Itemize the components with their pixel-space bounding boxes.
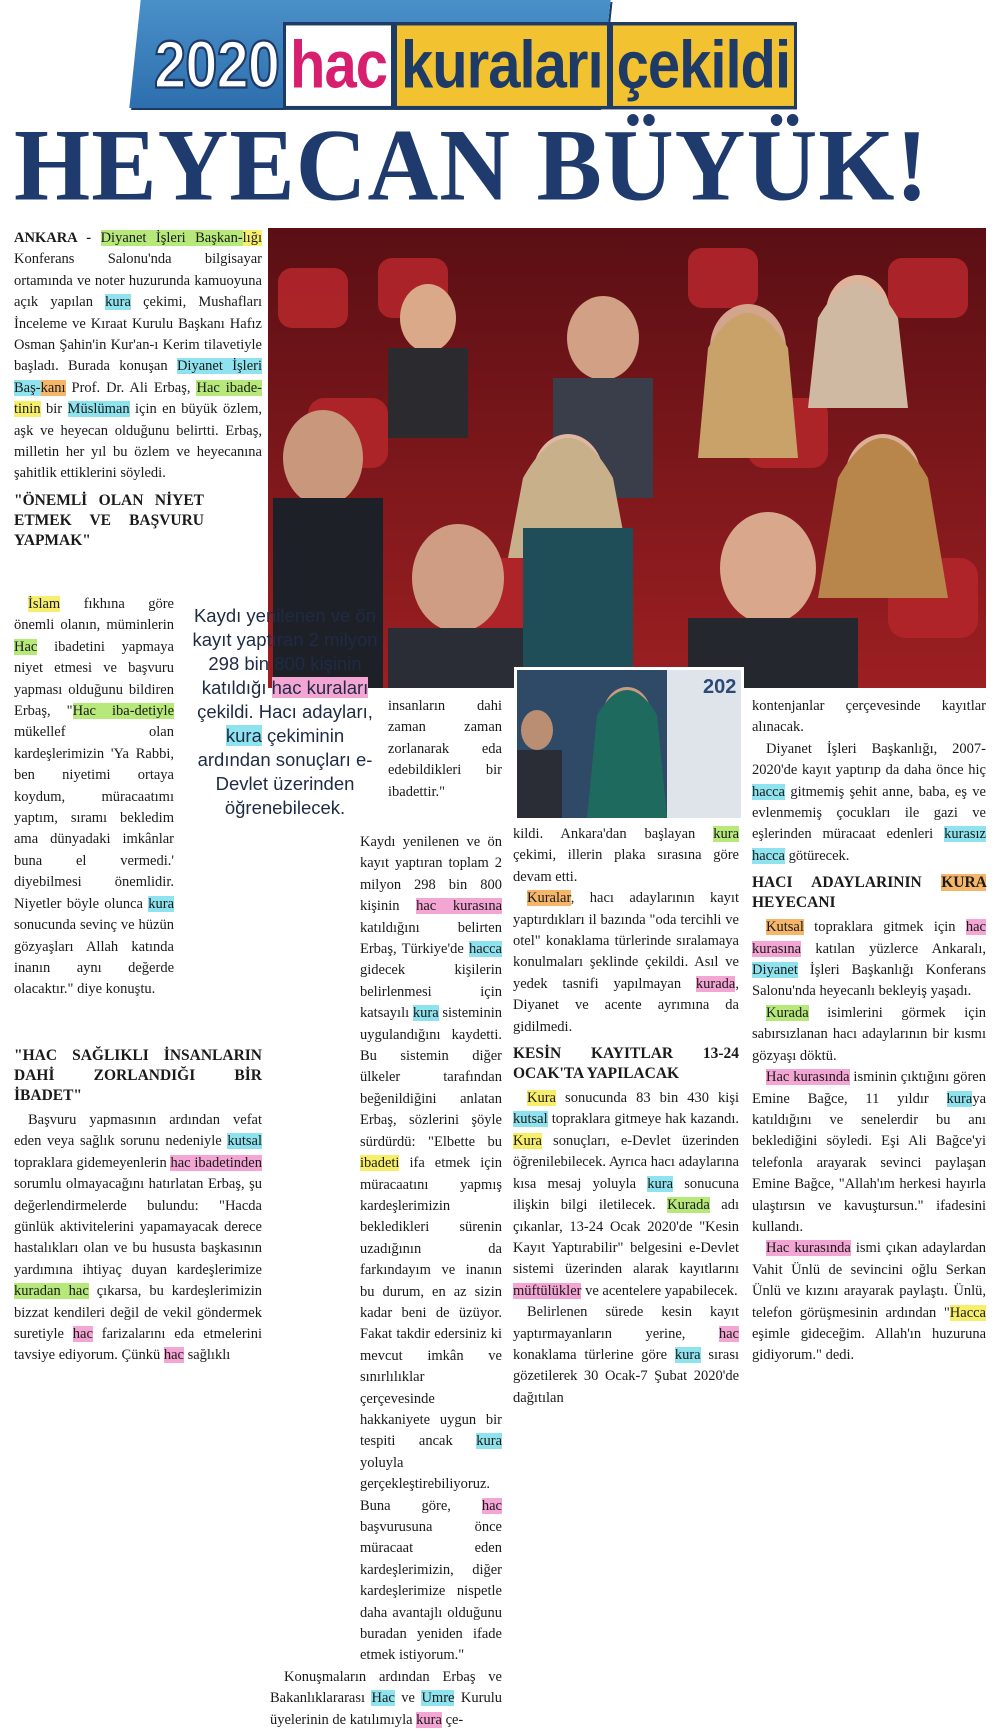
saglik-paragraph: Başvuru yapmasının ardından vefat eden veya sağlık sorunu nedeniyle kutsal topraklara gidemeyenlerin hac ibadetinden sorumlu olmayacağını hatırlatan Erbaş, şu değerlendirmelerde bulundu: "Hacda günlük aktivitelerini yapamayacak derece hastalıkları olan ve bu hususta başkasının yardımına ihtiyaç duyan kardeşlerimize kuradan hac çıkarsa, bu kardeşlerimizin bizzat kendileri değil de vekil göndermek suretiyle hac farizalarını eda etmelerini tavsiye ediyorum. Çünkü hac sağlıklı <box>14 1112 262 1364</box>
col4-paragraph-6: Hac kurasında ismi çıkan adaylardan Vahit Ünlü de sevincini oğlu Serkan Ünlü ve kızını arayarak paylaştı. Ünlü, telefon görüşmesinin ardından "Hacca eşimle gideceğim. Allah'ın huzuruna gidiyorum." dedi. <box>752 1240 986 1364</box>
banner-year: 2020 <box>154 27 280 103</box>
col4-paragraph-5: Hac kurasında isminin çıktığını gören Emine Bağce, 11 yıldır kuraya katıldığını ve senelerdir bu anı beklediğini söyledi. Eşi Ali Bağce'yi telefonla arayarak sevinci paylaşan Emine Bağce, "Allah'ım herkesi hayırla ulaştırsın ve kavuştursun." ifadesini kullandı. <box>752 1069 986 1235</box>
col2-paragraph-1: Kaydı yenilenen ve ön kayıt yaptıran toplam 2 milyon 298 bin 800 kişinin hac kurasına katıldığını belirten Erbaş, Türkiye'de hacca gidecek kişilerin belirlenmesi için katsayılı kura sisteminin uygulandığını kaydetti. Bu sistemin diğer ülkeler tarafından beğenildiğini anlatan Erbaş, sözlerini şöyle sürdürdü: "Elbette bu ibadeti ifa etmek için müracaatını yapmış kardeşlerimizin bekledikleri sürenin uzadığının da farkındayım ve inanın bu durum, en az sizin kadar beni de üzüyor. Fakat takdir edersiniz ki mevcut imkân ve sınırlılıklar çerçevesinde hakkaniyete uygun bir tespiti ancak kura yoluyla gerçekleştirebiliyoruz. Buna göre, hac başvurusuna önce müracaat eden kardeşlerimizin, diğer kardeşlerimize nispetle daha avantajlı olduğunu buradan yeniden ifade etmek istiyorum." <box>360 834 503 1664</box>
subhead-niyet: "ÖNEMLİ OLAN NİYET ETMEK VE BAŞVURU YAPMAK" <box>14 491 204 549</box>
column-2 <box>270 832 502 1731</box>
col4-paragraph-4: Kurada isimlerini görmek için sabırsızlanan hacı adaylarının bir kısmı gözyaşı döktü. <box>752 1004 986 1064</box>
inset-photo <box>514 667 744 821</box>
banner-cekildi: çekildi <box>610 22 798 109</box>
inset-badge: 202 <box>703 676 737 698</box>
pull-quote: Kaydı yenilenen ve ön kayıt yaptıran 2 milyon 298 bin 800 kişinin katıldığı hac kuraları çekildi. Hacı adayları, kura çekiminin ardından sonuçları e-Devlet üzerinden öğrenebilecek. <box>192 605 378 818</box>
column-3 <box>513 824 739 1409</box>
banner-kuralari: kuraları <box>394 22 610 109</box>
col4-paragraph-1: kontenjanlar çerçevesinde kayıtlar alınacak. <box>752 698 986 736</box>
column-4 <box>752 696 986 1367</box>
intro-paragraph: ANKARA - Diyanet İşleri Başkan-lığı Konferans Salonu'nda bilgisayar ortamında ve noter huzurunda kamuoyuna açık yapılan kura çekimi, Mushafları İnceleme ve Kıraat Kurulu Başkanı Hafız Osman Şahin'in Kur'an-ı Kerim tilavetiyle başladı. Burada konuşan Diyanet İşleri Baş-kanı Prof. Dr. Ali Erbaş, Hac ibade-tinin bir Müslüman için en büyük özlem, aşk ve heyecan olduğunu belirtti. Erbaş, milletin her yıl bu özlem ve heyecanına şahitlik ettiklerini söyledi. <box>14 230 263 482</box>
subhead-hac-saglikli: "HAC SAĞLIKLI İNSANLARIN DAHİ ZORLANDIĞI BİR İBADET" <box>14 1047 262 1104</box>
col3-paragraph-4: Belirlenen sürede kesin kayıt yaptırmayanların yerine, hac konaklama türlerine göre kura sırası gözetilerek 30 Ocak-7 Şubat 2020'de dağıtılan <box>513 1304 739 1406</box>
banner-hac: hac <box>283 22 394 109</box>
column-1-bottom <box>14 1040 262 1367</box>
banner-title <box>150 22 797 109</box>
col2-paragraph-2: Konuşmaların ardından Erbaş ve Bakanlıklararası Hac ve Umre Kurulu üyelerinin de katılımıyla kura çe- <box>270 1668 502 1728</box>
column-2-top <box>388 696 502 803</box>
column-1-top <box>14 228 262 555</box>
subhead-kesin-kayitlar: KESİN KAYITLAR 13-24 OCAK'TA YAPILACAK <box>513 1045 739 1083</box>
col4-paragraph-2: Diyanet İşleri Başkanlığı, 2007-2020'de kayıt yaptırıp da daha önce hiç hacca gitmemiş şehit anne, baba, eş ve evlenmemiş çocukları ile gazi ve eşlerinden müracaat edenleri kurasız hacca götürecek. <box>752 740 986 864</box>
col3-paragraph-3: Kura sonucunda 83 bin 430 kişi kutsal topraklara gitmeye hak kazandı. Kura sonuçları, e-Devlet üzerinden öğrenilebilecek. Ayrıca hacı adaylarına kısa mesaj yoluyla kura sonucuna ilişkin bilgi iletilecek. Kurada adı çıkanlar, 13-24 Ocak 2020'de "Kesin Kayıt Yaptırabilir" belgesini e-Devlet sistemi üzerinden alarak kayıtlarını müftülükler ve acentelere yapabilecek. <box>513 1090 740 1299</box>
niyet-paragraph: İslam fıkhına göre önemli olanın, müminlerin Hac ibadetini yapmaya niyet etmesi ve başvuru yapması olduğunu bildiren Erbaş, "Hac iba-detiyle mükellef olan kardeşlerimizin 'Ya Rabbi, ben niyetimi ortaya koydum, müracaatımı yaptım, sıramı bekledim ama dünyadaki imkânlar buna el vermedi.' diyebilmesi önemlidir. Niyetler böyle olunca kura sonucunda sevinç ve hüzün gözyaşları Allah katında inanın aynı değerde olacaktır." diye konuştu. <box>14 596 174 998</box>
column-1-niyet <box>14 594 174 1001</box>
headline: HEYECAN BÜYÜK! <box>14 109 930 223</box>
col3-paragraph-1: kildi. Ankara'dan başlayan kura çekimi, illerin plaka sırasına göre devam etti. <box>513 826 739 885</box>
col2-top-paragraph: insanların dahi zaman zaman zorlanarak eda edebildikleri bir ibadettir." <box>388 698 502 800</box>
col4-paragraph-3: Kutsal topraklara gitmek için hac kurasına katılan yüzlerce Ankaralı, Diyanet İşleri Başkanlığı Konferans Salonu'nda heyecanlı bekleyiş yaşadı. <box>752 919 986 1000</box>
subhead-haci-adaylarinin: HACI ADAYLARININ KURA HEYECANI <box>752 874 986 912</box>
col3-paragraph-2: Kuralar, hacı adaylarının kayıt yaptırdıkları il bazında "oda tercihli ve otel" konaklama türlerinde sıralamaya konulmaları şeklinde çekildi. Asıl ve yedek tasnifi yapılmayan kurada, Diyanet ve acente ayrımına da gidilmedi. <box>513 890 739 1035</box>
